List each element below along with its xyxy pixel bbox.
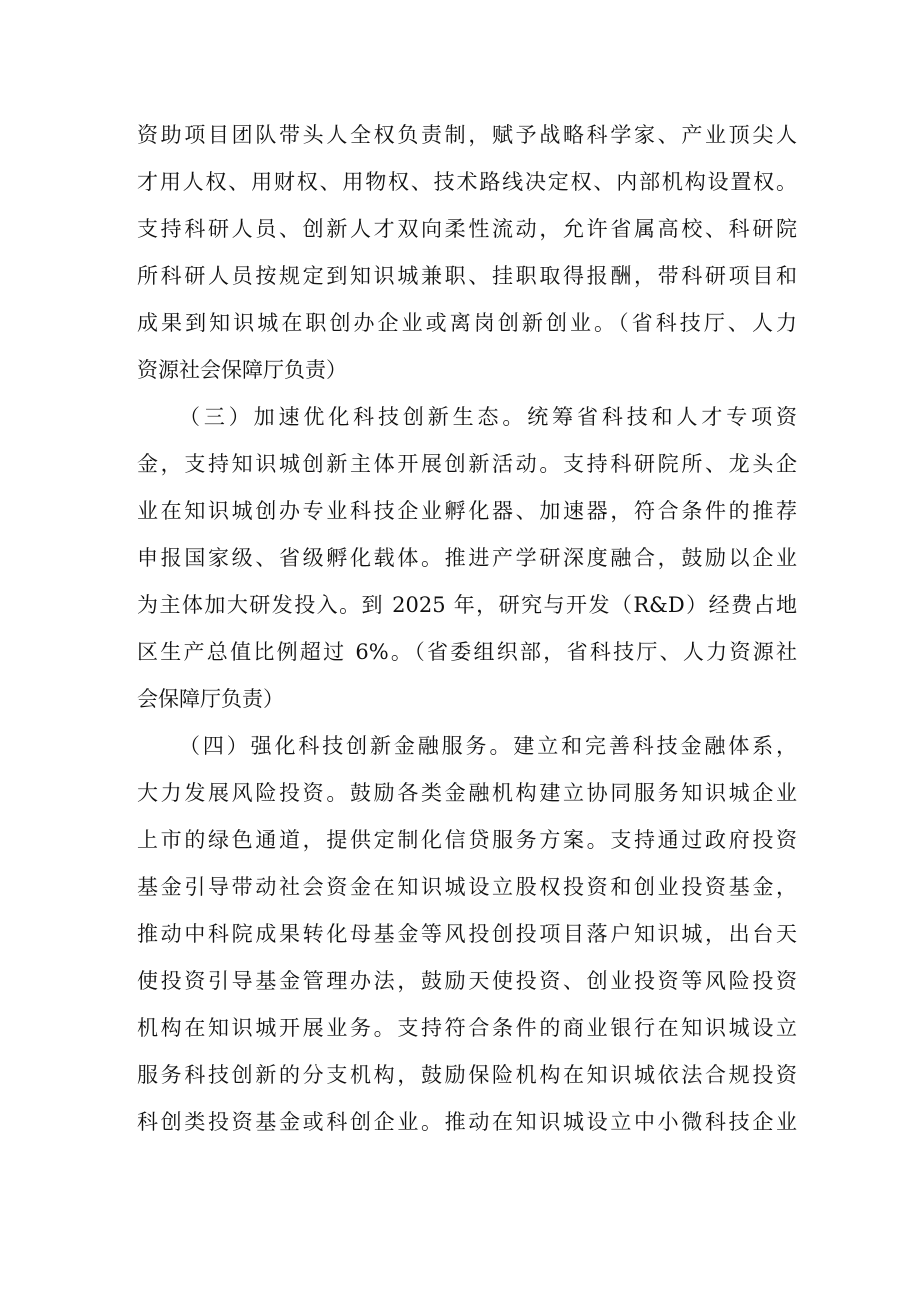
document-body	[137, 112, 797, 1146]
text-line: 服务科技创新的分支机构，鼓励保险机构在知识城依法合规投资	[137, 1063, 797, 1087]
text-line: 金，支持知识城创新主体开展创新活动。支持科研院所、龙头企	[137, 452, 797, 476]
text-line: 支持科研人员、创新人才双向柔性流动，允许省属高校、科研院	[137, 217, 797, 241]
text-line: 为主体加大研发投入。到 2025 年，研究与开发（R&D）经费占地	[137, 593, 797, 617]
paragraph-1	[137, 112, 797, 394]
text-line: 科创类投资基金或科创企业。推动在知识城设立中小微科技企业	[137, 1110, 797, 1134]
text-line: 成果到知识城在职创办企业或离岗创新创业。（省科技厅、人力	[137, 311, 797, 335]
text-line: 资源社会保障厅负责）	[137, 358, 347, 382]
text-line: （四）强化科技创新金融服务。建立和完善科技金融体系，	[179, 734, 797, 758]
text-line: 上市的绿色通道，提供定制化信贷服务方案。支持通过政府投资	[137, 828, 797, 852]
text-line: 使投资引导基金管理办法，鼓励天使投资、创业投资等风险投资	[137, 969, 797, 993]
text-line: 资助项目团队带头人全权负责制，赋予战略科学家、产业顶尖人	[137, 123, 797, 147]
text-line: 大力发展风险投资。鼓励各类金融机构建立协同服务知识城企业	[137, 781, 797, 805]
text-line: 区生产总值比例超过 6%。（省委组织部，省科技厅、人力资源社	[137, 640, 797, 664]
text-line: 业在知识城创办专业科技企业孵化器、加速器，符合条件的推荐	[137, 499, 797, 523]
text-line: （三）加速优化科技创新生态。统筹省科技和人才专项资	[179, 405, 797, 429]
text-line: 才用人权、用财权、用物权、技术路线决定权、内部机构设置权。	[137, 170, 797, 194]
text-line: 申报国家级、省级孵化载体。推进产学研深度融合，鼓励以企业	[137, 546, 797, 570]
text-line: 所科研人员按规定到知识城兼职、挂职取得报酬，带科研项目和	[137, 264, 797, 288]
paragraph-3	[137, 723, 797, 1146]
text-line: 基金引导带动社会资金在知识城设立股权投资和创业投资基金，	[137, 875, 797, 899]
text-line: 会保障厅负责）	[137, 687, 284, 711]
paragraph-2	[137, 394, 797, 723]
text-line: 推动中科院成果转化母基金等风投创投项目落户知识城，出台天	[137, 922, 797, 946]
text-line: 机构在知识城开展业务。支持符合条件的商业银行在知识城设立	[137, 1016, 797, 1040]
